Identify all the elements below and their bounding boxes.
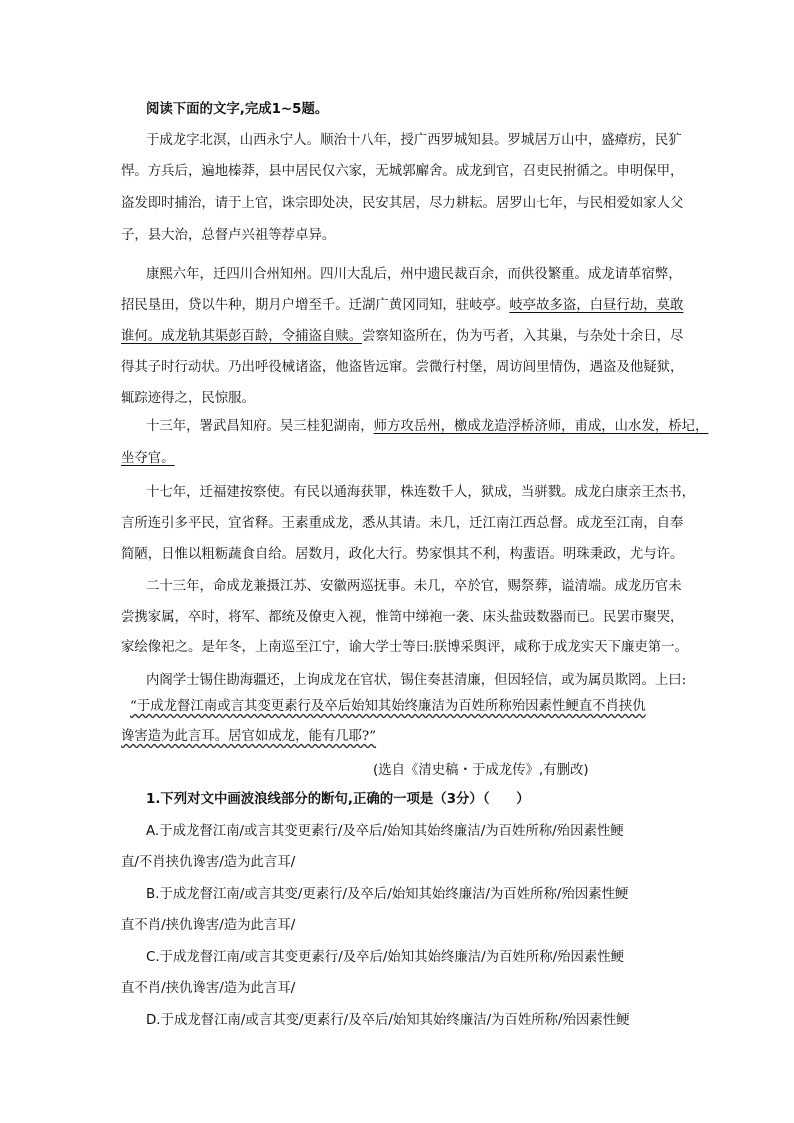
passage-line: 内阁学士锡住勘海疆还，上询成龙在官状，锡住奏甚清廉，但因轻信，或为属员欺罔。上曰: — [146, 673, 687, 688]
option-d-line1: D.于成龙督江南/或言其变/更素行/及卒后/始知其始终廉洁/为百姓所称/殆因素性鲠 — [146, 1013, 630, 1028]
passage-text: 十三年，署武昌知府。吴三桂犯湖南， — [146, 419, 374, 434]
passage-line: 尝携家属，卒时，将军、都统及僚吏入视，惟笥中绨袍一袭、床头盐豉数器而已。民罢市聚哭， — [121, 610, 684, 625]
option-a-line1: A.于成龙督江南/或言其变更素行/及卒后/始知其始终廉洁/为百姓所称/殆因素性鲠 — [146, 824, 624, 839]
passage-line: 子，县大治，总督卢兴祖等荐卓异。 — [121, 228, 336, 243]
passage-line: 于成龙字北溟，山西永宁人。顺治十八年，授广西罗城知县。罗城居万山中，盛瘴疠，民犷 — [146, 133, 682, 148]
passage-line: 简陋，日惟以粗粝蔬食自给。居数月，政化大行。势家惧其不利，构蜚语。明珠秉政，尤与许。 — [121, 547, 684, 562]
option-b-line1: B.于成龙督江南/或言其变/更素行/及卒后/始知其始终廉洁/为百姓所称/殆因素性鲠 — [146, 887, 629, 902]
passage-line: 康熙六年，迁四川合州知州。四川大乱后，州中遗民裁百余，而供役繁重。成龙请革宿弊， — [146, 267, 682, 282]
wavy-underlined-sentence: “于成龙督江南或言其变更素行及卒后始知其始终廉洁为百姓所称殆因素性鲠直不肖挟仇 — [130, 699, 646, 714]
passage-line — [146, 417, 708, 437]
question-stem: 1.下列对文中画波浪线部分的断句,正确的一项是（3分）（ ） — [146, 792, 530, 807]
option-a-line2: 直/不肖挟仇谗害/造为此言耳/ — [121, 855, 296, 870]
passage-line — [121, 327, 683, 347]
passage-line: 得其子时行动状。乃出呼役械诸盗，他盗皆远窜。尝微行村堡，周访闾里情伪，遇盗及他疑狱， — [121, 360, 684, 375]
source-citation: (选自《清史稿・于成龙传》,有删改) — [373, 763, 589, 778]
underlined-sentence: 师方攻岳州，檄成龙造浮桥济师，甫成，山水发，桥圮， — [373, 419, 709, 434]
passage-text: 尝察知盗所在，伪为丐者，入其巢，与杂处十余日，尽 — [362, 329, 684, 344]
passage-text: 招民垦田，贷以牛种，期月户增至千。迁湖广黄冈同知，驻岐亭。 — [121, 298, 510, 313]
option-c-line2: 直不肖/挟仇谗害/造为此言耳/ — [121, 981, 296, 996]
passage-line: 家绘像祀之。是年冬，上南巡至江宁，谕大学士等曰:朕博采舆评，咸称于成龙实天下廉吏第一。 — [121, 640, 688, 655]
underlined-sentence: 岐亭故多盗，白昼行劫，莫敢 — [509, 298, 684, 313]
passage-line: 十七年，迁福建按察使。有民以通海获罪，株连数千人，狱成，当骈戮。成龙白康亲王杰书， — [146, 485, 696, 500]
passage-line: 悍。方兵后，遍地榛莽，县中居民仅六家，无城郭廨舍。成龙到官，召吏民拊循之。申明保甲， — [121, 164, 684, 179]
passage-line: 二十三年，命成龙兼摄江苏、安徽两巡抚事。未几，卒於官，赐祭葬，谥清端。成龙历官未 — [146, 579, 682, 594]
passage-line: 言所连引多平民，宜省释。王素重成龙，悉从其请。未几，迁江南江西总督。成龙至江南，自奉 — [121, 516, 684, 531]
passage-line: 盗发即时捕治，请于上官，诛宗即处决，民安其居，尽力耕耘。居罗山七年，与民相爱如家人父 — [121, 196, 684, 211]
underlined-sentence: 谁何。成龙轨其渠彭百龄，令捕盗自赎。 — [121, 329, 363, 344]
passage-line: 辄踪迹得之，民惊服。 — [121, 391, 255, 406]
wavy-underlined-sentence: 谗害造为此言耳。居官如成龙，能有几耶?” — [121, 729, 377, 744]
reading-instruction: 阅读下面的文字,完成1~5题。 — [146, 102, 329, 117]
option-c-line1: C.于成龙督江南/或言其变更素行/及卒后/始知其始终廉洁/为百姓所称/殆因素性鲠 — [146, 950, 625, 965]
passage-line — [121, 296, 683, 316]
underlined-sentence: 坐夺官。 — [121, 451, 175, 466]
option-b-line2: 直不肖/挟仇谗害/造为此言耳/ — [121, 918, 296, 933]
